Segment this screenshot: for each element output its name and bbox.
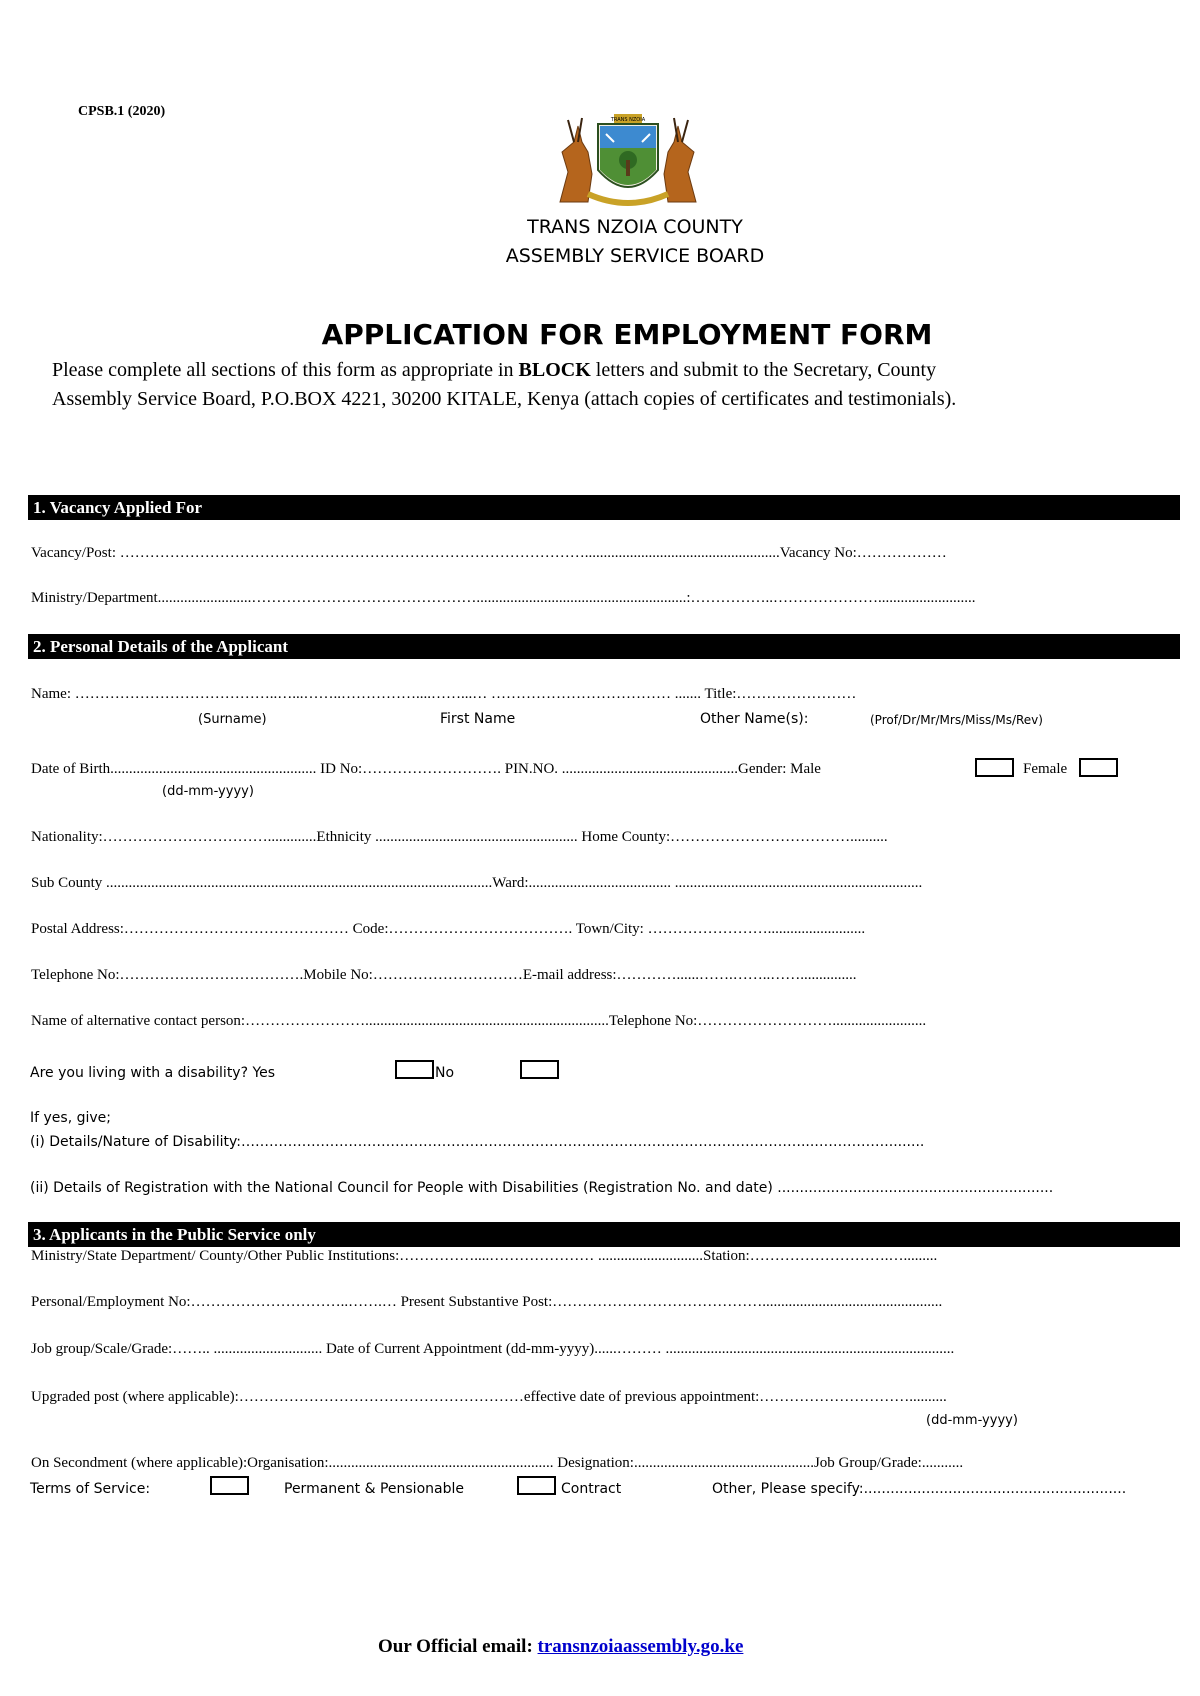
employment-no-line[interactable]: Personal/Employment No:…………………………..…….… Present Substantive Post:……………………………………................................................	[31, 1294, 943, 1310]
logo-top-text: TRANS NZOIA	[610, 117, 646, 123]
org-line-1: TRANS NZOIA COUNTY	[527, 216, 743, 238]
subcounty-ward-line[interactable]: Sub County .......................................................................................................Ward:...................................... ..................................................................	[31, 875, 923, 891]
first-name-caption: First Name	[440, 711, 516, 727]
disability-no-label: No	[435, 1065, 455, 1081]
public-institution-line[interactable]: Ministry/State Department/ County/Other Public Institutions:……………....………………… ............................Station:……………………….….........	[31, 1248, 938, 1264]
disability-registration-field[interactable]: (ii) Details of Registration with the National Council for People with Disabilities (Registration No. and date) ..............................................................	[30, 1180, 1054, 1196]
vacancy-post-field[interactable]: Vacancy/Post: …………………………………………………………………………………....................................................Vacancy No:………………	[31, 545, 947, 561]
section-2-header: 2. Personal Details of the Applicant	[28, 634, 1180, 659]
if-yes-label: If yes, give;	[30, 1110, 111, 1126]
section-1-header: 1. Vacancy Applied For	[28, 495, 1180, 520]
name-field[interactable]: Name: …………………………………..…...……..……………....……...… ……………………………… ....... Title:……………………	[31, 686, 857, 702]
section-3-header: 3. Applicants in the Public Service only	[28, 1222, 1180, 1247]
footer-email: Our Official email: transnzoiaassembly.go.ke	[378, 1636, 744, 1657]
intro-line-2: Assembly Service Board, P.O.BOX 4221, 30200 KITALE, Kenya (attach copies of certificates and testimonials).	[52, 388, 957, 410]
other-specify-field[interactable]: Other, Please specify:...........................................................	[712, 1481, 1127, 1497]
ministry-department-field[interactable]: Ministry/Department.........................………………………………………........................................................:……………..…………………..........................	[31, 590, 976, 606]
title-options-caption: (Prof/Dr/Mr/Mrs/Miss/Ms/Rev)	[870, 713, 1043, 727]
upgraded-date-format-caption: (dd-mm-yyyy)	[926, 1413, 1018, 1428]
telephone-line[interactable]: Telephone No:……………………………….Mobile No:…………………………E-mail address:…………......…….……..……...............	[31, 967, 857, 983]
gender-male-checkbox[interactable]	[975, 758, 1014, 777]
alt-contact-line[interactable]: Name of alternative contact person:…………………….................................................................Telephone No:……………………….........................	[31, 1013, 927, 1029]
disability-question: Are you living with a disability? Yes	[30, 1065, 276, 1081]
antelope-left-icon	[560, 118, 592, 202]
upgraded-post-line[interactable]: Upgraded post (where applicable):…………………………………………………effective date of previous appointment:…………………………..........	[31, 1389, 947, 1405]
contract-label: Contract	[561, 1481, 622, 1497]
intro-line-1: Please complete all sections of this form as appropriate in BLOCK letters and submit to the Secretary, County	[52, 359, 937, 381]
gender-female-label: Female	[1023, 761, 1068, 777]
surname-caption: (Surname)	[198, 712, 267, 727]
job-group-line[interactable]: Job group/Scale/Grade:…….. ............................. Date of Current Appointment (dd-mm-yyyy)......……… .............................................................................	[31, 1341, 955, 1357]
shield-icon	[598, 124, 658, 187]
dob-format-caption: (dd-mm-yyyy)	[162, 784, 254, 799]
antelope-right-icon	[664, 118, 696, 202]
disability-details-field[interactable]: (i) Details/Nature of Disability:…………………………………………………………………………………………………………...…………….........	[30, 1134, 925, 1150]
nationality-line[interactable]: Nationality:…………………………….............Ethnicity ...................................................... Home County:………………………………..........	[31, 829, 888, 845]
other-names-caption: Other Name(s):	[700, 711, 809, 727]
disability-no-checkbox[interactable]	[520, 1060, 559, 1079]
disability-yes-checkbox[interactable]	[395, 1060, 434, 1079]
permanent-pensionable-label: Permanent & Pensionable	[284, 1481, 464, 1497]
county-logo	[548, 112, 708, 212]
terms-box-2[interactable]	[517, 1476, 556, 1495]
secondment-line[interactable]: On Secondment (where applicable):Organisation:............................................................ Designation:................................................Job Group/Grade:...........	[31, 1455, 964, 1471]
email-link[interactable]: transnzoiaassembly.go.ke	[537, 1636, 744, 1657]
org-line-2: ASSEMBLY SERVICE BOARD	[505, 245, 765, 267]
postal-address-line[interactable]: Postal Address:……………………………………… Code:………………………………. Town/City: ……………………..........................	[31, 921, 866, 937]
form-title: APPLICATION FOR EMPLOYMENT FORM	[321, 318, 933, 351]
terms-of-service-label: Terms of Service:	[30, 1481, 151, 1497]
form-code: CPSB.1 (2020)	[78, 104, 166, 119]
gender-female-checkbox[interactable]	[1079, 758, 1118, 777]
dob-id-pin-gender-line[interactable]: Date of Birth....................................................... ID No:………………………. PIN.NO. ...............................................Gender: Male	[31, 761, 821, 777]
terms-box-1[interactable]	[210, 1476, 249, 1495]
